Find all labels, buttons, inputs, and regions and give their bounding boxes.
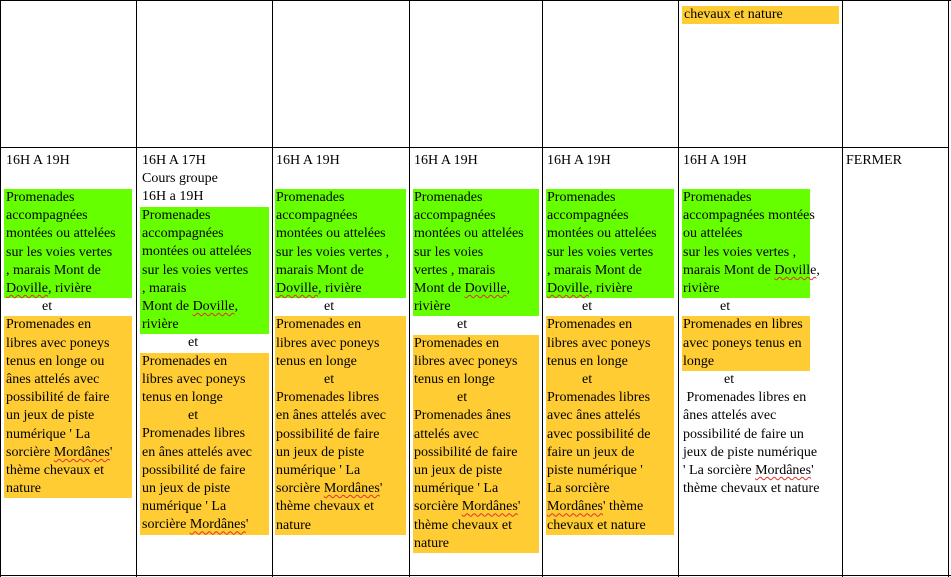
green-text-line: marais Mont de Doville, (683, 262, 820, 278)
et-separator: et (724, 372, 735, 387)
hours-label: 16H A 19H (414, 153, 478, 168)
yellow-text-line: nature (414, 535, 449, 551)
yellow-text-line: faire un jeux de (547, 444, 635, 460)
et-separator: et (188, 335, 199, 351)
yellow-text-line: La sorcière (547, 481, 610, 497)
green-text-line: Doville, rivière (547, 281, 633, 296)
day-column (0, 0, 136, 577)
hours-label: 16H A 19H (547, 153, 611, 168)
yellow-text-line: Promenades en (6, 317, 92, 333)
yellow-text-line: avec ânes attelés (547, 408, 641, 424)
hours-label: FERMER (846, 153, 903, 168)
day-column (409, 0, 542, 577)
green-text-line: montées ou attelées (142, 244, 252, 260)
green-text-line: Mont de Doville, (142, 299, 239, 314)
top-row-text: chevaux et nature (684, 7, 783, 22)
green-text-line: Promenades (414, 190, 483, 205)
yellow-text-line: libres avec poneys (142, 371, 246, 387)
green-text-line: sur les voies vertes , (276, 244, 390, 260)
yellow-text-line: possibilité de faire (6, 390, 110, 406)
yellow-text-line: Promenades en (547, 317, 633, 333)
yellow-text-line: libres avec poneys (276, 335, 380, 351)
yellow-text-line: piste numérique ' (547, 463, 643, 478)
yellow-text-line: Promenades en (142, 353, 228, 369)
yellow-text-line: tenus en longe (414, 372, 495, 387)
yellow-text-line: chevaux et nature (547, 517, 646, 533)
green-text-line: montées ou attelées (6, 226, 116, 242)
hours-label: 16H A 19H (276, 153, 340, 168)
yellow-text-line: Promenades libres (142, 426, 246, 442)
green-text-line: , marais Mont de (547, 262, 642, 278)
green-text-line: Doville, rivière (276, 281, 362, 296)
green-text-line: rivière (142, 317, 179, 333)
yellow-text-line: possibilité de faire (276, 426, 380, 442)
green-text-line: , marais (142, 280, 187, 296)
et-separator: et (42, 299, 53, 315)
et-separator: et (188, 408, 199, 424)
yellow-text-line: sorcière Mordânes' (142, 517, 249, 533)
yellow-text-line: Promenades ânes (414, 408, 511, 424)
green-text-line: sur les voies vertes , (683, 244, 797, 260)
green-text-line: Promenades (683, 190, 752, 205)
day-column (136, 0, 272, 577)
green-text-line: accompagnées (6, 208, 88, 224)
et-separator: et (324, 299, 335, 315)
yellow-text-line: longe (683, 353, 715, 369)
green-text-line: accompagnées (276, 208, 358, 224)
green-text-line: accompagnées montées (683, 208, 815, 224)
green-text-line: sur les voies (414, 244, 484, 260)
green-text-line: montées ou attelées (276, 226, 386, 242)
yellow-text-line: ânes attelés avec (6, 372, 100, 387)
green-text-line: Promenades (547, 190, 616, 205)
yellow-text-line: un jeux de piste (414, 463, 503, 478)
yellow-text-line: tenus en longe (276, 353, 357, 369)
yellow-text-line: Promenades en libres (683, 317, 803, 333)
et-separator: et (720, 299, 731, 315)
yellow-text-line: tenus en longe (142, 390, 223, 405)
extra-line: 16H a 19H (142, 189, 204, 204)
green-text-line: accompagnées (414, 208, 496, 224)
yellow-text-line: thème chevaux et (276, 499, 374, 515)
yellow-text-line: Promenades en (414, 335, 500, 351)
yellow-text-line: en ânes attelés avec (142, 444, 252, 460)
day-column (842, 0, 948, 577)
green-text-line: sur les voies vertes (142, 262, 249, 278)
yellow-text-line: libres avec poneys (414, 353, 518, 369)
white-text-line: thème chevaux et nature (683, 481, 820, 497)
yellow-text-line: Promenades libres (547, 390, 651, 406)
et-separator: et (582, 372, 593, 387)
white-text-line: ' La sorcière Mordânes' (683, 463, 814, 478)
yellow-text-line: Promenades en (276, 317, 362, 333)
yellow-text-line: numérique ' La (6, 426, 91, 442)
yellow-text-line: sorcière Mordânes' (6, 444, 113, 460)
green-text-line: , marais Mont de (6, 262, 101, 278)
yellow-text-line: thème chevaux et (414, 517, 512, 533)
yellow-text-line: sorcière Mordânes' (414, 499, 521, 515)
yellow-text-line: en ânes attelés avec (276, 408, 386, 424)
green-text-line: marais Mont de (276, 262, 364, 278)
green-text-line: sur les voies vertes (547, 244, 654, 260)
yellow-text-line: tenus en longe (547, 353, 628, 369)
yellow-text-line: numérique ' La (414, 481, 499, 497)
green-text-line: rivière (414, 299, 451, 315)
column-divider (948, 0, 949, 577)
yellow-text-line: numérique ' La (276, 463, 361, 478)
yellow-text-line: thème chevaux et (6, 463, 104, 478)
green-text-line: Promenades (6, 190, 75, 205)
yellow-text-line: un jeux de piste (276, 444, 365, 460)
yellow-text-line: avec poneys tenus en (683, 335, 802, 351)
day-column (678, 0, 842, 577)
yellow-text-line: Mordânes' thème (547, 499, 644, 515)
hours-label: 16H A 19H (683, 153, 747, 168)
yellow-text-line: nature (276, 517, 311, 533)
yellow-text-line: libres avec poneys (547, 335, 651, 351)
yellow-text-line: nature (6, 481, 41, 497)
hours-label: 16H A 17H (142, 153, 206, 168)
green-text-line: Mont de Doville, (414, 281, 511, 296)
yellow-text-line: Promenades libres (276, 390, 380, 406)
yellow-text-line: un jeux de piste (142, 481, 231, 496)
green-text-line: montées ou attelées (547, 226, 657, 242)
yellow-text-line: libres avec poneys (6, 335, 110, 351)
yellow-text-line: possibilité de faire (414, 444, 518, 460)
green-text-line: rivière (683, 281, 720, 296)
green-text-line: vertes , marais (414, 262, 496, 278)
extra-line: Cours groupe (142, 171, 218, 186)
white-text-line: jeux de piste numérique (683, 444, 818, 460)
green-text-line: Doville, rivière (6, 281, 92, 296)
et-separator: et (457, 317, 468, 333)
green-text-line: ou attelées (683, 226, 743, 242)
yellow-text-line: avec possibilité de (547, 426, 651, 442)
day-column (542, 0, 678, 577)
yellow-text-line: tenus en longe ou (6, 353, 105, 369)
yellow-text-line: attelés avec (414, 426, 479, 442)
green-text-line: accompagnées (547, 208, 629, 224)
white-text-line: possibilité de faire un (683, 426, 804, 442)
green-text-line: Promenades (142, 208, 211, 223)
white-text-line: Promenades libres en (683, 390, 807, 406)
et-separator: et (457, 390, 468, 406)
et-separator: et (324, 372, 335, 387)
et-separator: et (582, 299, 593, 315)
yellow-text-line: un jeux de piste (6, 408, 95, 424)
day-column (272, 0, 409, 577)
green-text-line: accompagnées (142, 226, 224, 242)
yellow-text-line: sorcière Mordânes' (276, 481, 383, 497)
yellow-text-line: numérique ' La (142, 499, 227, 515)
green-text-line: sur les voies vertes (6, 244, 113, 260)
yellow-text-line: possibilité de faire (142, 462, 246, 478)
white-text-line: ânes attelés avec (683, 408, 777, 424)
green-text-line: montées ou attelées (414, 226, 524, 242)
green-text-line: Promenades (276, 190, 345, 205)
hours-label: 16H A 19H (6, 153, 70, 168)
